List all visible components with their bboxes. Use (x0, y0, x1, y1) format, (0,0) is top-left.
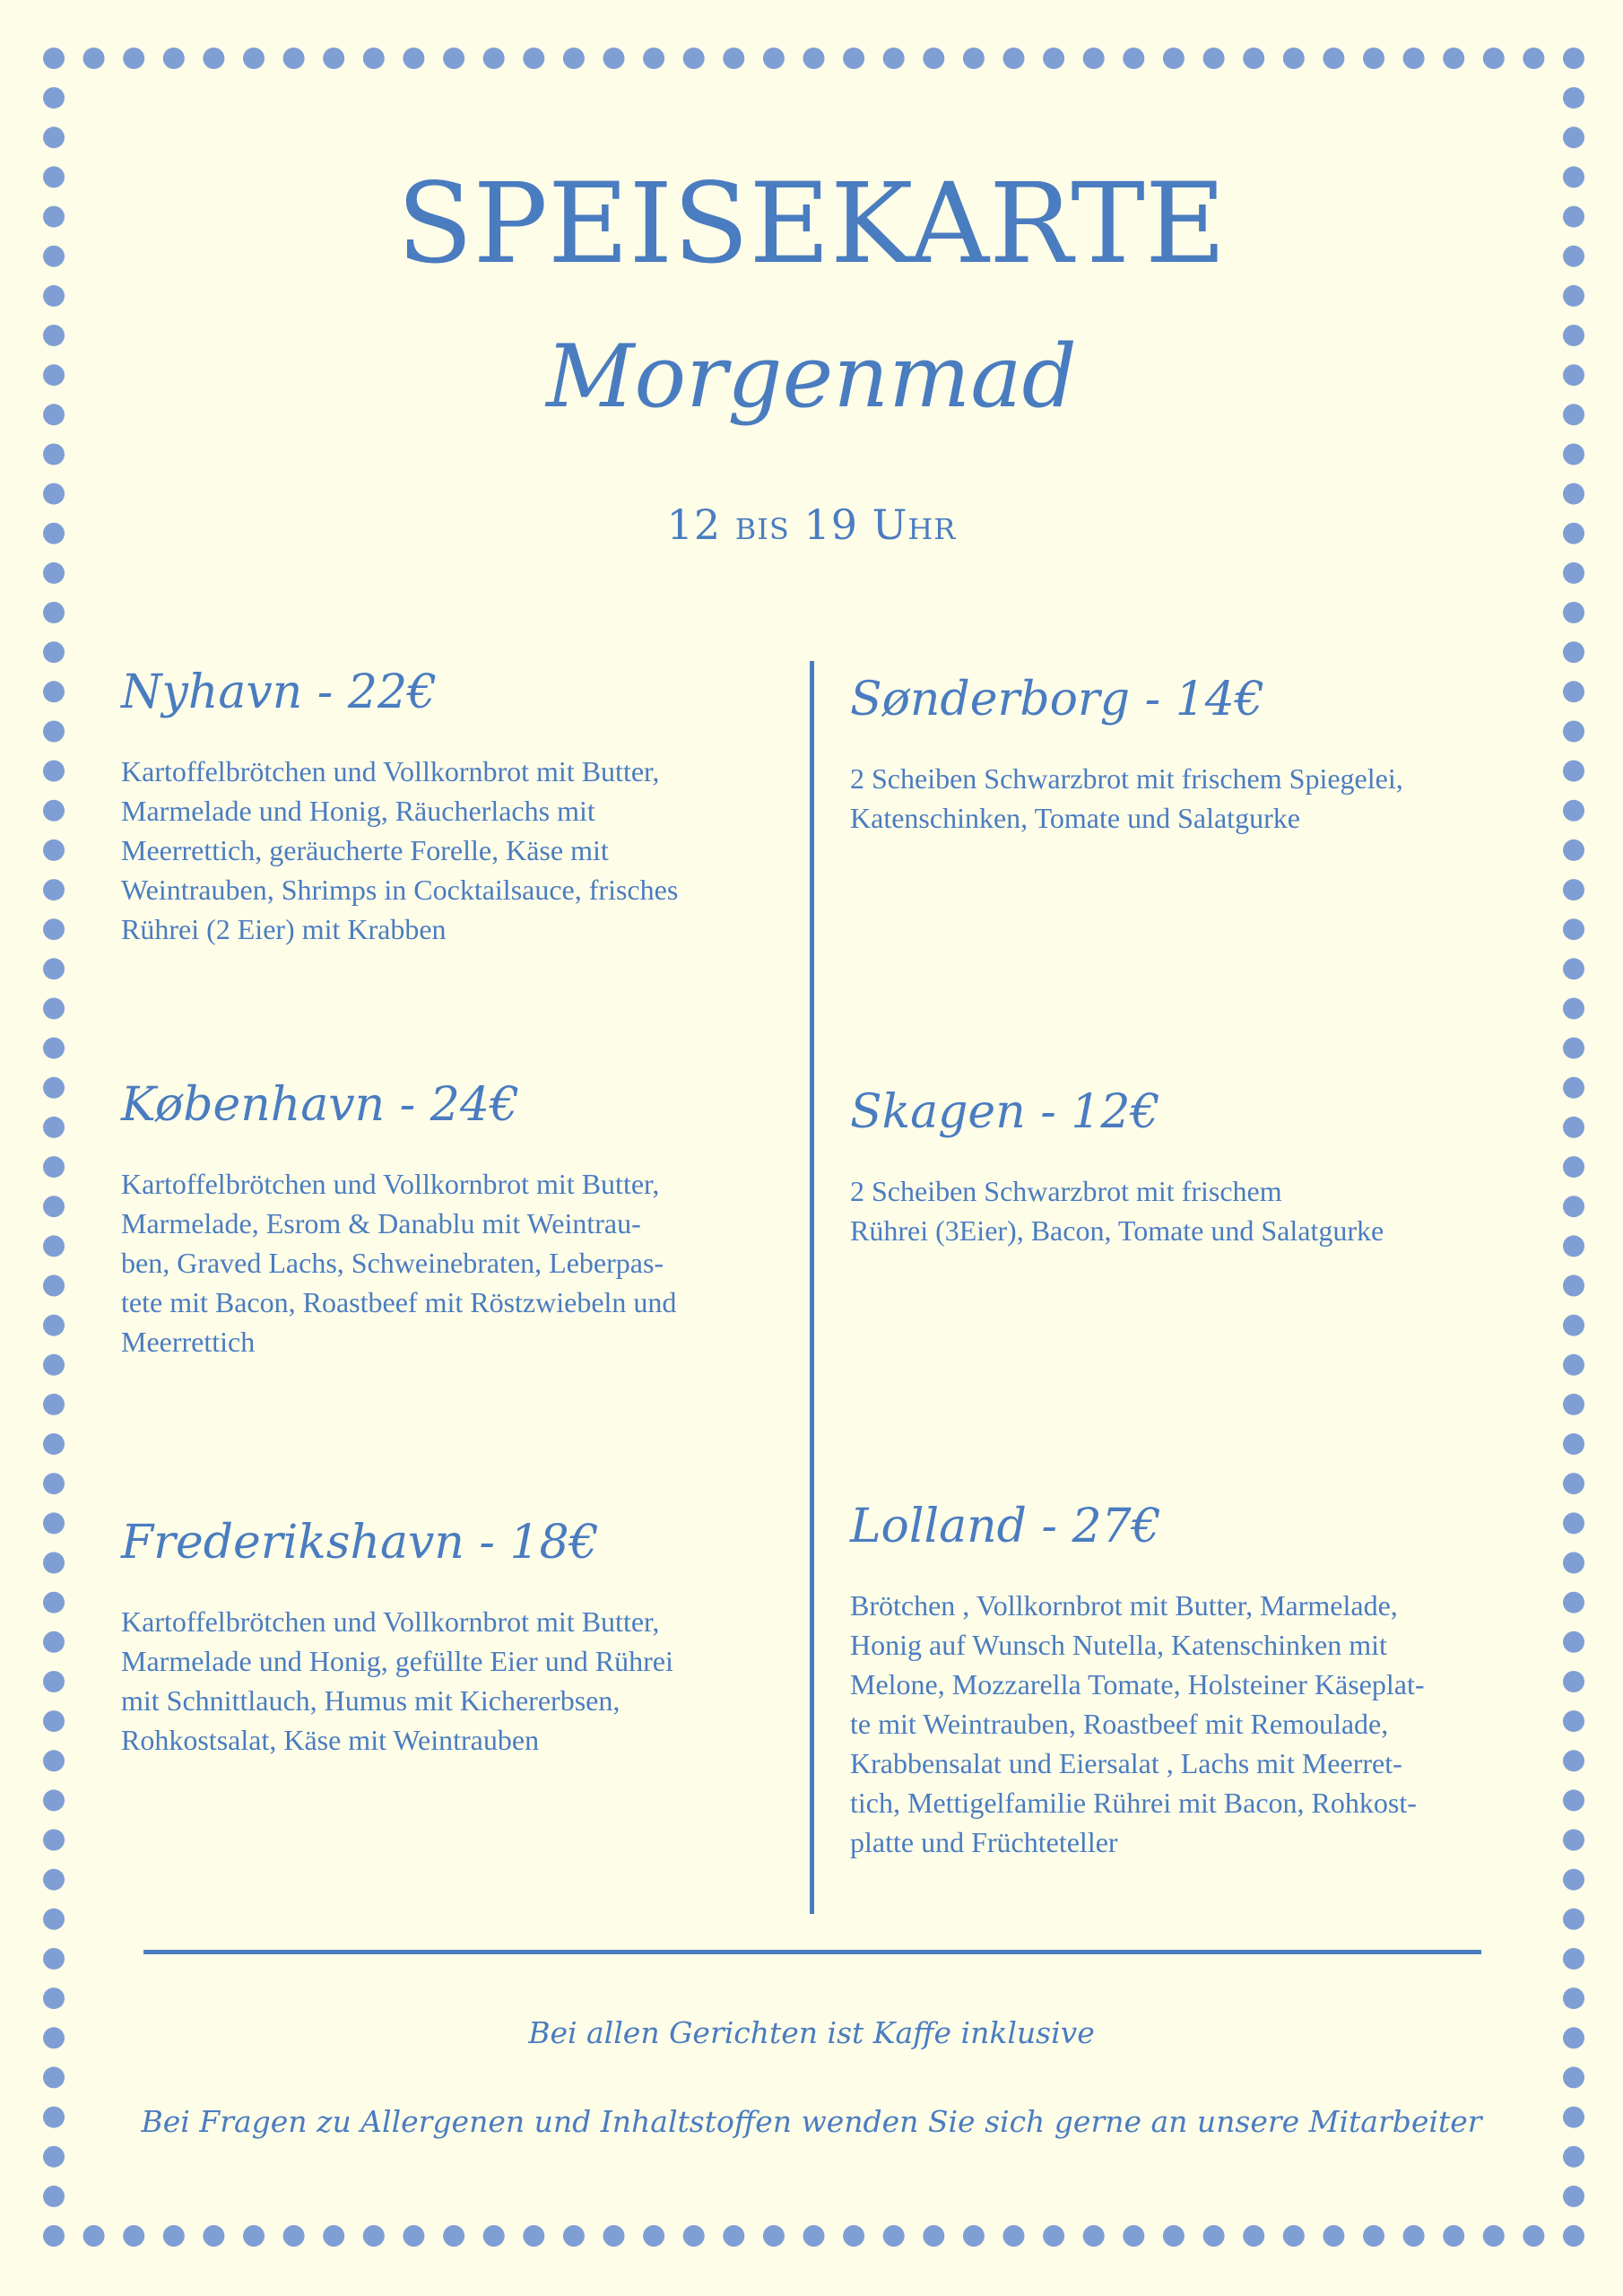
border-dot (43, 1869, 65, 1891)
menu-item-nyhavn (121, 664, 749, 949)
border-dot (1563, 602, 1584, 623)
border-dot (43, 1156, 65, 1178)
border-dot (43, 1789, 65, 1811)
menu-item-lolland (850, 1498, 1496, 1862)
border-dot (763, 2225, 785, 2247)
menu-item-name: Sønderborg - 14€ (850, 673, 1264, 726)
border-dot (1083, 48, 1105, 69)
border-dot (1283, 48, 1305, 69)
border-dot (1563, 1592, 1584, 1613)
border-dot (963, 2225, 985, 2247)
border-dot (843, 2225, 864, 2247)
border-dot (203, 48, 224, 69)
border-dot (1203, 48, 1225, 69)
border-dot (483, 48, 505, 69)
border-dot (1563, 126, 1584, 148)
border-dot (1123, 48, 1144, 69)
border-dot (1563, 1156, 1584, 1178)
border-dot (1563, 681, 1584, 702)
border-dot (1563, 2225, 1584, 2247)
border-dot (283, 2225, 305, 2247)
border-dot (1363, 48, 1384, 69)
border-dot (1563, 1354, 1584, 1376)
menu-item-description: 2 Scheiben Schwarzbrot mit frischem Rührei (3Eier), Bacon, Tomate und Salatgurke (850, 1175, 1384, 1247)
border-dot (43, 1077, 65, 1099)
border-dot (43, 1354, 65, 1376)
border-dot (1563, 1948, 1584, 1970)
border-dot (1363, 2225, 1384, 2247)
border-dot (43, 2146, 65, 2168)
border-dot (203, 2225, 224, 2247)
border-dot (1443, 2225, 1464, 2247)
menu-item-sonderborg (850, 671, 1496, 838)
border-dot (1243, 2225, 1264, 2247)
border-dot (563, 2225, 585, 2247)
border-dot (1563, 1750, 1584, 1771)
column-divider (810, 661, 814, 1914)
border-dot (43, 1909, 65, 1930)
border-dot (363, 48, 385, 69)
border-dot (1563, 444, 1584, 465)
border-dot (963, 48, 985, 69)
border-dot (163, 48, 185, 69)
border-dot (1563, 1789, 1584, 1811)
border-dot (923, 2225, 944, 2247)
border-dot (1563, 1710, 1584, 1732)
border-dot (563, 48, 585, 69)
border-dot (1563, 87, 1584, 109)
border-dot (43, 444, 65, 465)
menu-item-name: Lolland - 27€ (850, 1500, 1161, 1553)
border-dot (1483, 48, 1505, 69)
border-dot (1443, 48, 1464, 69)
border-dot (803, 2225, 825, 2247)
border-dot (723, 2225, 744, 2247)
border-dot (1043, 2225, 1064, 2247)
border-dot (1163, 2225, 1185, 2247)
border-dot (43, 1710, 65, 1732)
border-dot (1563, 2066, 1584, 2088)
border-dot (1563, 1117, 1584, 1138)
border-dot (83, 2225, 105, 2247)
border-dot (243, 48, 265, 69)
border-dot (883, 2225, 905, 2247)
menu-item-frederikshavn (121, 1514, 749, 1760)
border-dot (43, 761, 65, 782)
border-dot (43, 562, 65, 584)
border-dot (43, 1830, 65, 1851)
border-dot (43, 602, 65, 623)
border-dot (1563, 1869, 1584, 1891)
border-dot (323, 48, 344, 69)
border-dot (43, 1671, 65, 1692)
border-dot (1563, 2146, 1584, 2168)
border-dot (763, 48, 785, 69)
border-dot (403, 48, 424, 69)
border-dot (1563, 1552, 1584, 1574)
border-dot (43, 1038, 65, 1059)
border-dot (1523, 2225, 1544, 2247)
border-dot (1563, 1987, 1584, 2009)
border-dot (1563, 1315, 1584, 1336)
border-dot (1563, 1077, 1584, 1099)
border-dot (643, 2225, 664, 2247)
menu-item-name: København - 24€ (121, 1078, 520, 1132)
border-dot (1323, 2225, 1344, 2247)
menu-item-name: Skagen - 12€ (850, 1085, 1160, 1139)
border-dot (443, 48, 464, 69)
border-dot (1563, 800, 1584, 822)
border-dot (1563, 1631, 1584, 1653)
border-dot (1563, 1235, 1584, 1257)
menu-item-name: Nyhavn - 22€ (121, 665, 438, 719)
border-dot (1203, 2225, 1225, 2247)
border-dot (43, 721, 65, 743)
border-dot (1563, 1275, 1584, 1297)
border-dot (43, 1394, 65, 1415)
border-dot (603, 2225, 625, 2247)
border-dot (43, 998, 65, 1020)
coffee-note: Bei allen Gerichten ist Kaffe inklusive (528, 2015, 1095, 2050)
border-dot (243, 2225, 265, 2247)
border-dot (43, 839, 65, 861)
border-dot (1563, 48, 1584, 69)
menu-title: SPEISEKARTE (396, 160, 1227, 289)
border-dot (603, 48, 625, 69)
border-dot (123, 2225, 144, 2247)
border-dot (1563, 1473, 1584, 1494)
border-dot (163, 2225, 185, 2247)
menu-item-description: Kartoffelbrötchen und Vollkornbrot mit Butter, Marmelade und Honig, Räucherlachs mit Meerrettich, geräucherte Forelle, Käse mit Weintrauben, Shrimps in Cocktailsauce, frisches Rührei (2 Eier) mit Krabben (121, 755, 679, 945)
border-dot (1283, 2225, 1305, 2247)
border-dot (43, 1275, 65, 1297)
border-dot (1123, 2225, 1144, 2247)
border-dot (43, 1433, 65, 1455)
border-dot (43, 800, 65, 822)
border-dot (723, 48, 744, 69)
border-dot (683, 48, 705, 69)
border-dot (1563, 879, 1584, 900)
border-dot (43, 681, 65, 702)
border-dot (1563, 998, 1584, 1020)
border-dot (1403, 48, 1425, 69)
menu-item-skagen (850, 1083, 1496, 1250)
border-dot (683, 2225, 705, 2247)
border-dot (1563, 1909, 1584, 1930)
border-dot (43, 126, 65, 148)
border-dot (843, 48, 864, 69)
border-dot (43, 1315, 65, 1336)
border-dot (1563, 1394, 1584, 1415)
border-dot (1563, 721, 1584, 743)
border-dot (43, 958, 65, 979)
border-dot (1323, 48, 1344, 69)
border-dot (43, 87, 65, 109)
border-dot (43, 1552, 65, 1574)
border-dot (483, 2225, 505, 2247)
border-dot (43, 641, 65, 663)
border-dot (403, 2225, 424, 2247)
border-dot (1523, 48, 1544, 69)
border-dot (1563, 1671, 1584, 1692)
border-dot (43, 879, 65, 900)
border-dot (1563, 1433, 1584, 1455)
border-dot (1563, 1830, 1584, 1851)
menu-item-name: Frederikshavn - 18€ (121, 1516, 599, 1570)
border-dot (43, 1512, 65, 1534)
border-dot (1403, 2225, 1425, 2247)
border-dot (43, 1117, 65, 1138)
border-dot (923, 48, 944, 69)
border-dot (123, 48, 144, 69)
border-dot (43, 1948, 65, 1970)
allergen-note: Bei Fragen zu Allergenen und Inhaltstoffen wenden Sie sich gerne an unsere Mitarbeiter (141, 2104, 1482, 2139)
border-dot (643, 48, 664, 69)
border-dot (43, 48, 65, 69)
border-dot (283, 48, 305, 69)
border-dot (43, 1235, 65, 1257)
opening-hours: 12 bis 19 Uhr (666, 500, 957, 549)
border-dot (43, 1750, 65, 1771)
border-dot (1563, 1038, 1584, 1059)
border-dot (363, 2225, 385, 2247)
menu-item-description: Brötchen , Vollkornbrot mit Butter, Marmelade, Honig auf Wunsch Nutella, Katenschinken mit Melone, Mozzarella Tomate, Holsteiner Käseplat- te mit Weintrauben, Roastbeef mit Remoulade, Krabbensalat und Eiersalat , Lachs mit Meerret- tich, Mettigelfamilie Rührei mit Bacon, Rohkost- platte und Früchteteller (850, 1589, 1425, 1858)
border-dot (1563, 839, 1584, 861)
border-dot (43, 2225, 65, 2247)
border-dot (1563, 761, 1584, 782)
border-dot (1003, 2225, 1025, 2247)
border-dot (323, 2225, 344, 2247)
border-dot (43, 1196, 65, 1217)
border-dot (443, 2225, 464, 2247)
border-dot (1483, 2225, 1505, 2247)
border-dot (43, 2186, 65, 2207)
border-dot (1003, 48, 1025, 69)
menu-item-description: Kartoffelbrötchen und Vollkornbrot mit Butter, Marmelade und Honig, gefüllte Eier und Rührei mit Schnittlauch, Humus mit Kichererbsen, Rohkostsalat, Käse mit Weintrauben (121, 1605, 673, 1756)
menu-item-kobenhavn (121, 1076, 749, 1361)
border-dot (43, 2066, 65, 2088)
border-dot (523, 48, 544, 69)
border-dot (43, 1592, 65, 1613)
border-dot (883, 48, 905, 69)
border-dot (1243, 48, 1264, 69)
border-dot (43, 1987, 65, 2009)
border-dot (43, 918, 65, 940)
border-dot (1563, 1512, 1584, 1534)
border-dot (1043, 48, 1064, 69)
border-dot (1163, 48, 1185, 69)
border-dot (1563, 918, 1584, 940)
border-dot (1563, 641, 1584, 663)
menu-item-description: Kartoffelbrötchen und Vollkornbrot mit Butter, Marmelade, Esrom & Danablu mit Weintrau- ben, Graved Lachs, Schweinebraten, Leberpas- tete mit Bacon, Roastbeef mit Röstzwiebeln und Meerrettich (121, 1168, 677, 1358)
border-dot (523, 2225, 544, 2247)
border-dot (43, 1631, 65, 1653)
border-dot (83, 48, 105, 69)
border-dot (43, 1473, 65, 1494)
border-dot (1563, 562, 1584, 584)
footer-divider (143, 1950, 1481, 1954)
border-dot (1563, 2186, 1584, 2207)
border-dot (1563, 958, 1584, 979)
border-dot (1083, 2225, 1105, 2247)
border-dot (803, 48, 825, 69)
border-dot (1563, 1196, 1584, 1217)
menu-subtitle: Morgenmad (546, 326, 1077, 427)
menu-item-description: 2 Scheiben Schwarzbrot mit frischem Spiegelei, Katenschinken, Tomate und Salatgurke (850, 762, 1403, 834)
